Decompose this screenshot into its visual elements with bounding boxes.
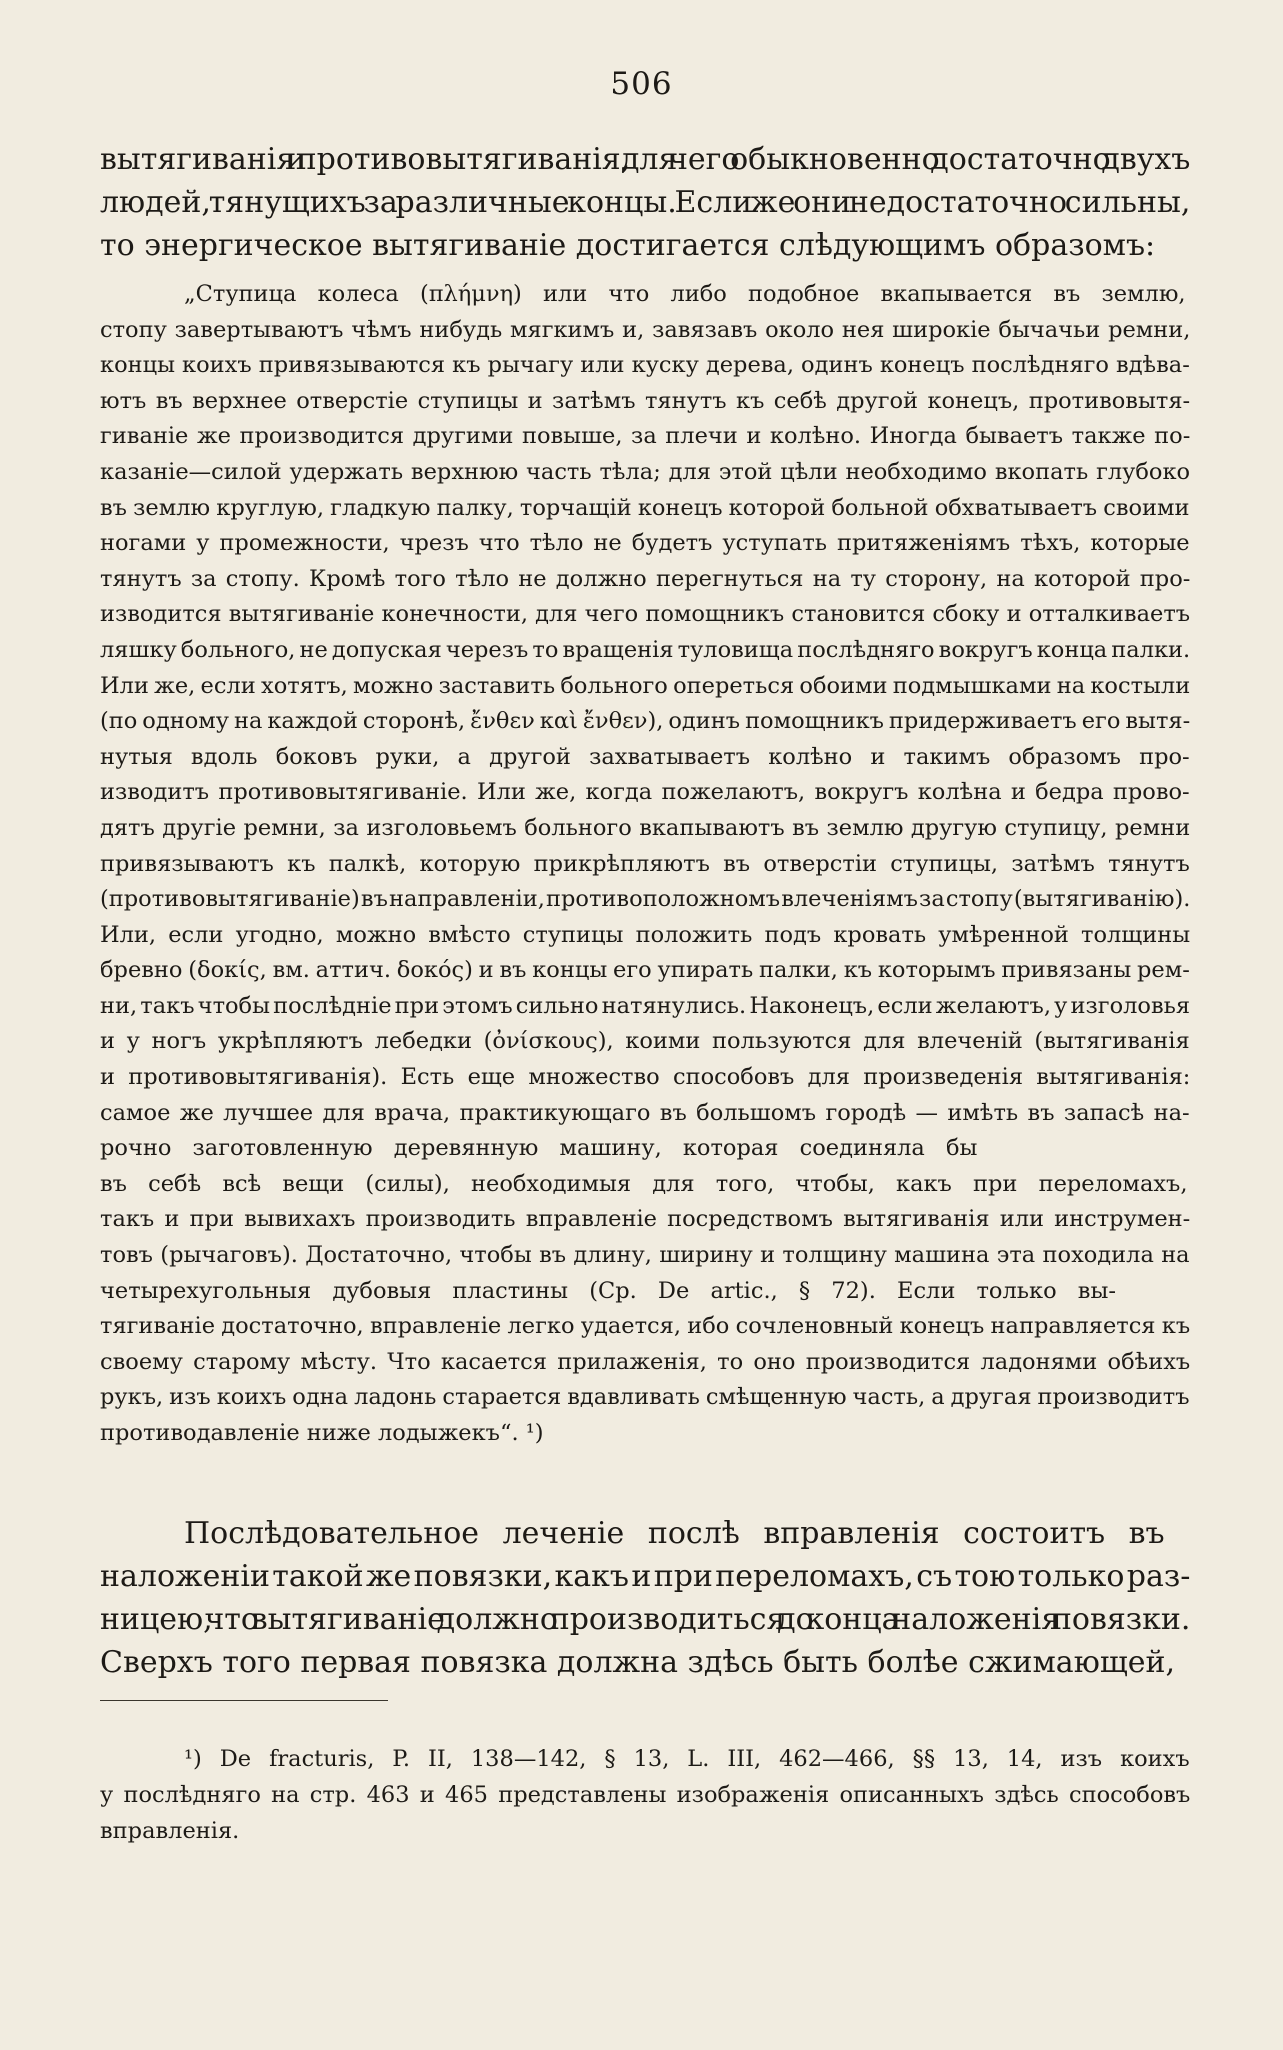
- footnote-line: у послѣдняго на стр. 463 и 465 представлены изображенія описанныхъ здѣсь способовъ: [100, 1782, 1191, 1808]
- quote-line: (по одному на каждой сторонѣ, ἔνθεν καὶ ἔνθεν), одинъ помощникъ придерживаетъ его вытя-: [100, 708, 1191, 735]
- quote-line: тягиваніе достаточно, вправленіе легко удается, ибо сочленовный конецъ направляется къ: [100, 1313, 1191, 1340]
- quote-line: ногами у промежности, чрезъ что тѣло не будетъ уступать притяженіямъ тѣхъ, которые: [100, 530, 1190, 557]
- quote-line: изводитъ противовытягиваніе. Или же, когда пожелаютъ, вокругъ колѣна и бедра прово-: [100, 779, 1190, 806]
- footnote-line: [100, 1741, 1190, 1777]
- quote-line: „Ступица колеса (πλήμνη) или что либо подобное вкапывается въ землю,: [184, 281, 1186, 307]
- quote-line: гиваніе же производится другими повыше, за плечи и колѣно. Иногда бываетъ также по-: [100, 423, 1191, 450]
- quote-line: въ себѣ всѣ вещи (силы), необходимыя для того, чтобы, какъ при переломахъ,: [100, 1170, 1188, 1197]
- quote-line: изводится вытягиваніе конечности, для чего помощникъ становится сбоку и отталкиваетъ: [100, 601, 1191, 628]
- page-number: 506: [610, 66, 673, 102]
- quote-line: концы коихъ привязываются къ рычагу или куску дерева, одинъ конецъ послѣдняго вдѣва-: [100, 352, 1190, 379]
- quote-line: такъ и при вывихахъ производить вправленіе посредствомъ вытягиванія или инструмен-: [100, 1206, 1191, 1233]
- quote-line: ни, такъ чтобы послѣдніе при этомъ сильно натянулись. Наконецъ, если желаютъ, у изголовья: [100, 992, 1191, 1019]
- quote-line: бревно (δοκίς, вм. аттич. δοκός) и въ концы его упирать палки, къ которымъ привязаны рем-: [100, 957, 1190, 984]
- quote-line: рочно заготовленную деревянную машину, которая соединяла бы: [100, 1135, 978, 1162]
- quote-line: привязываютъ къ палкѣ, которую прикрѣпляютъ въ отверстіи ступицы, затѣмъ тянутъ: [100, 850, 1190, 877]
- quote-line: въ землю круглую, гладкую палку, торчащій конецъ которой больной обхватываетъ своими: [100, 494, 1190, 521]
- quoted-passage: [100, 277, 1190, 1452]
- footnote: [100, 1741, 1190, 1849]
- quote-line: своему старому мѣсту. Что касается прилаженія, то оно производится ладонями обѣихъ: [100, 1348, 1191, 1375]
- quote-line: рукъ, изъ коихъ одна ладонь старается вдавливать смѣщенную часть, а другая производитъ: [100, 1384, 1190, 1411]
- footnote-text: De fracturis, P. II, 138—142, § 13, L. III, 462—466, §§ 13, 14, изъ коихъ: [219, 1746, 1190, 1772]
- quote-line: ютъ въ верхнее отверстіе ступицы и затѣмъ тянутъ къ себѣ другой конецъ, противовытя-: [100, 387, 1191, 414]
- footnote-divider: [100, 1700, 388, 1701]
- main-text-top: [100, 138, 1190, 267]
- quote-line: казаніе—силой удержать верхнюю часть тѣла; для этой цѣли необходимо вкопать глубоко: [100, 458, 1191, 485]
- footnote-line: вправленія.: [100, 1818, 240, 1844]
- quote-line: дятъ другіе ремни, за изголовьемъ больного вкапываютъ въ землю другую ступицу, ремни: [100, 814, 1191, 841]
- text-line: ницею, что вытягиваніе должно производиться до конца наложенія повязки.: [100, 1602, 1191, 1637]
- quote-line: и у ногъ укрѣпляютъ лебедки (ὀνίσκους), коими пользуются для влеченій (вытягиванія: [100, 1028, 1190, 1055]
- quote-line: и противовытягиванія). Есть еще множество способовъ для произведенія вытягиванія:: [100, 1064, 1191, 1091]
- quote-line: ляшку больного, не допуская черезъ то вращенія туловища послѣдняго вокругъ конца палки.: [100, 636, 1191, 663]
- quote-line: стопу завертываютъ чѣмъ нибудь мягкимъ и, завязавъ около нея широкіе бычачьи ремни,: [100, 316, 1191, 343]
- text-line: наложеніи такой же повязки, какъ и при переломахъ, съ тою только раз-: [100, 1559, 1191, 1594]
- footnote-marker: ¹): [184, 1746, 202, 1772]
- text-line: людей, тянущихъ за различные концы. Если же они недостаточно сильны,: [100, 185, 1191, 220]
- quote-line: нутыя вдоль боковъ руки, а другой захватываетъ колѣно и такимъ образомъ про-: [100, 743, 1190, 770]
- main-text-bottom: [100, 1512, 1190, 1684]
- quote-line: (противовытягиваніе) въ направленіи, противоположномъ влеченіямъ за стопу (вытягиванію).: [100, 886, 1191, 913]
- quote-line: товъ (рычаговъ). Достаточно, чтобы въ длину, ширину и толщину машина эта походила на: [100, 1242, 1190, 1269]
- quote-line: тянутъ за стопу. Кромѣ того тѣло не должно перегнуться на ту сторону, на которой про-: [100, 565, 1191, 592]
- text-line: вытягиванія и противовытягиванія, для чего обыкновенно достаточно двухъ: [100, 142, 1191, 177]
- quote-line: четырехугольныя дубовыя пластины (Ср. De artic., § 72). Если только вы-: [100, 1277, 1116, 1304]
- quote-line: противодавленіе ниже лодыжекъ“. ¹): [100, 1420, 544, 1446]
- text-line: Послѣдовательное леченіе послѣ вправленія состоитъ въ: [184, 1516, 1165, 1551]
- quote-line: Или же, если хотятъ, можно заставить больного опереться обоими подмышками на костыли: [100, 672, 1191, 699]
- text-line: Сверхъ того первая повязка должна здѣсь быть болѣе сжимающей,: [100, 1645, 1175, 1680]
- quote-line: самое же лучшее для врача, практикующаго въ большомъ городѣ — имѣть въ запасѣ на-: [100, 1099, 1190, 1126]
- text-line: то энергическое вытягиваніе достигается слѣдующимъ образомъ:: [100, 228, 1156, 263]
- quote-line: Или, если угодно, можно вмѣсто ступицы положить подъ кровать умѣренной толщины: [100, 921, 1191, 948]
